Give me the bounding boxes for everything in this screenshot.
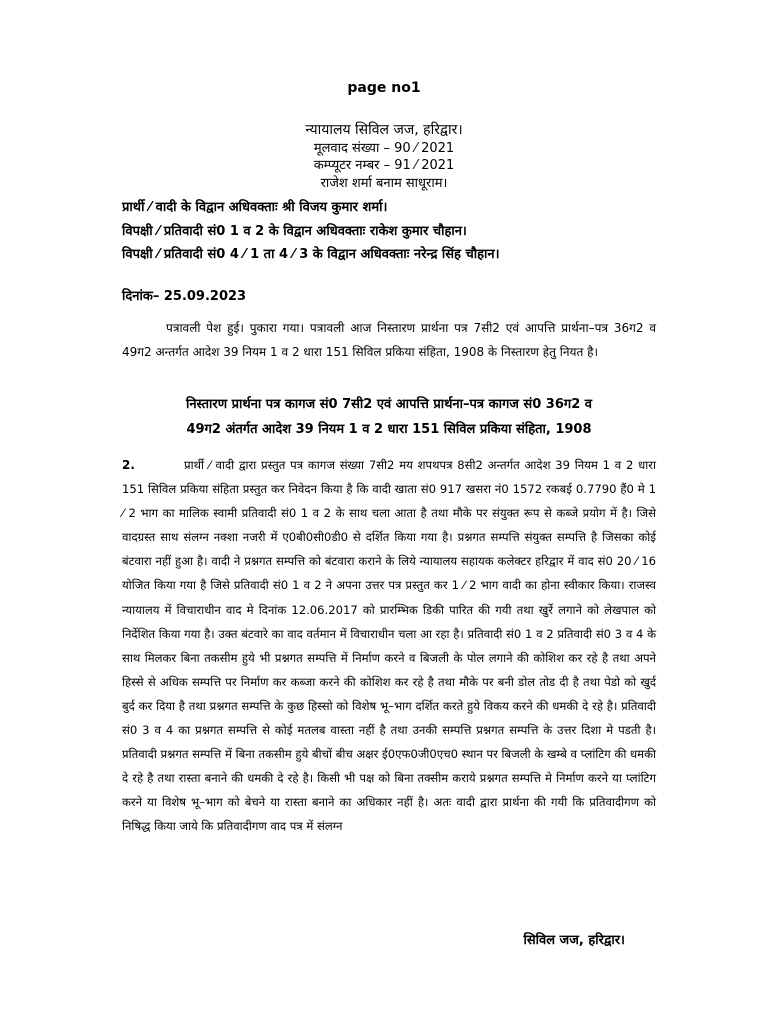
paragraph-number: 2.: [122, 458, 135, 472]
computer-number: कम्प्यूटर नम्बर – 91 ⁄ 2021: [313, 158, 455, 173]
judge-signature-line: सिविल जज, हरिद्वार।: [523, 933, 625, 948]
advocate-line-defendant-4: विपक्षी ⁄ प्रतिवादी सं0 4 ⁄ 1 ता 4 ⁄ 3 के विद्वान अधिवक्ताः नरेन्द्र सिंह चौहान।: [122, 247, 500, 262]
advocate-line-defendant-1-2: विपक्षी ⁄ प्रतिवादी सं0 1 व 2 के विद्वान अधिवक्ताः राकेश कुमार चौहान।: [122, 223, 467, 239]
section-heading-line-2: 49ग2 अंतर्गत आदेश 39 नियम 1 व 2 धारा 151 सिविल प्रकिया संहिता, 1908: [186, 421, 592, 437]
paragraph-body: प्रार्थी ⁄ वादी द्वारा प्रस्तुत पत्र कागज संख्या 7सी2 मय शपथपत्र 8सी2 अन्तर्गत आदेश 39 नियम 1 व 2 धारा 151 सिविल प्रकिया संहिता प्रस्तुत कर निवेदन किया है कि वादी खाता सं0 917 खसरा नं0 1572 रकबई 0.7790 हैं0 मे 1 ⁄ 2 भाग का मालिक स्वामी प्रतिवादी सं0 1 व 2 के साथ चला आता है तथा मौके पर संयुक्त रूप से कब्जे प्रयोग में है। जिसे वादग्रस्त साथ संलग्न नक्शा नजरी में ए0बी0सी0डी0 से दर्शित किया गया है। प्रश्नगत सम्पत्ति संयुक्त सम्पत्ति है जिसका कोई बंटवारा नहीं हुआ है। वादी ने प्रश्नगत सम्पत्ति को बंटवारा कराने के लिये न्यायालय सहायक कलेक्टर हरिद्वार में वाद सं0 20 ⁄ 16 योजित किया गया है जिसे प्रतिवादी सं0 1 व 2 ने अपना उत्तर पत्र प्रस्तुत कर 1 ⁄ 2 भाग वादी का होना स्वीकार किया। राजस्व न्यायालय में विचाराधीन वाद मे दिनांक 12.06.2017 को प्रारम्भिक डिकी पारित की गयी तथा खुर्रे लगाने को लेखपाल को निर्देशित किया गया है। उक्त बंटवारे का वाद वर्तमान में विचाराधीन चला आ रहा है। प्रतिवादी सं0 1 व 2 प्रतिवादी सं0 3 व 4 के साथ मिलकर बिना तकसीम हुये भी प्रश्नगत सम्पत्ति में निर्माण करने व बिजली के पोल लगाने की कोशिश कर रहे है तथा अपने हिस्से से अधिक सम्पत्ति पर निर्माण कर कब्जा करने की कोशिश कर रहे है तथा मौके पर बनी डोल तोड दी है तथा पेडो को खुर्द बुर्द कर दिया है तथा प्रश्नगत सम्पत्ति के कुछ हिस्सो को विशेष भू–भाग दर्शित करते हुये विकय करने की धमकी दे रहे है। प्रतिवादी सं0 3 व 4 का प्रश्नगत सम्पत्ति से कोई मतलब वास्ता नहीं है तथा उनकी सम्पत्ति प्रश्नगत सम्पत्ति के उत्तर दिशा मे पडती है। प्रतिवादी प्रश्नगत सम्पत्ति में बिना तकसीम हुये बीचों बीच अक्षर ई0एफ0जी0एच0 स्थान पर बिजली के खम्बे व प्लांटिग की धमकी दे रहे है तथा रास्ता बनाने की धमकी दे रहे है। किसी भी पक्ष को बिना तक्सीम कराये प्रश्नगत सम्पत्ति मे निर्माण करने या प्लांटिग करने या विशेष भू–भाग को बेचने या रास्ता बनाने का अधिकार नहीं है। अतः वादी द्वारा प्रार्थना की गयी कि प्रतिवादीगण को निषिद्ध किया जाये कि प्रतिवादीगण वाद पत्र में संलग्न: [122, 458, 656, 834]
advocates-list: [122, 196, 682, 267]
intro-paragraph: पत्रावली पेश हुई। पुकारा गया। पत्रावली आज निस्तारण प्रार्थना पत्र 7सी2 एवं आपत्ति प्रार्थना–पत्र 36ग2 व 49ग2 अन्तर्गत आदेश 39 नियम 1 व 2 धारा 151 सिविल प्रकिया संहिता, 1908 के निस्तारण हेतु नियत है।: [122, 321, 656, 359]
case-header: [0, 122, 768, 192]
order-date: दिनांक– 25.09.2023: [122, 289, 247, 304]
section-heading: [122, 393, 656, 442]
court-name: न्यायालय सिविल जज, हरिद्वार।: [305, 122, 463, 138]
section-heading-line-1: निस्तारण प्रार्थना पत्र कागज सं0 7सी2 एवं आपत्ति प्रार्थना–पत्र कागज सं0 36ग2 व: [185, 397, 593, 412]
case-parties: राजेश शर्मा बनाम साधूराम।: [320, 175, 448, 191]
advocate-line-plaintiff: प्रार्थी ⁄ वादी के विद्वान अधिवक्ताः श्री विजय कुमार शर्मा।: [122, 200, 388, 215]
case-number: मूलवाद संख्या – 90 ⁄ 2021: [313, 140, 455, 156]
page-number-label: page no1: [347, 80, 421, 96]
